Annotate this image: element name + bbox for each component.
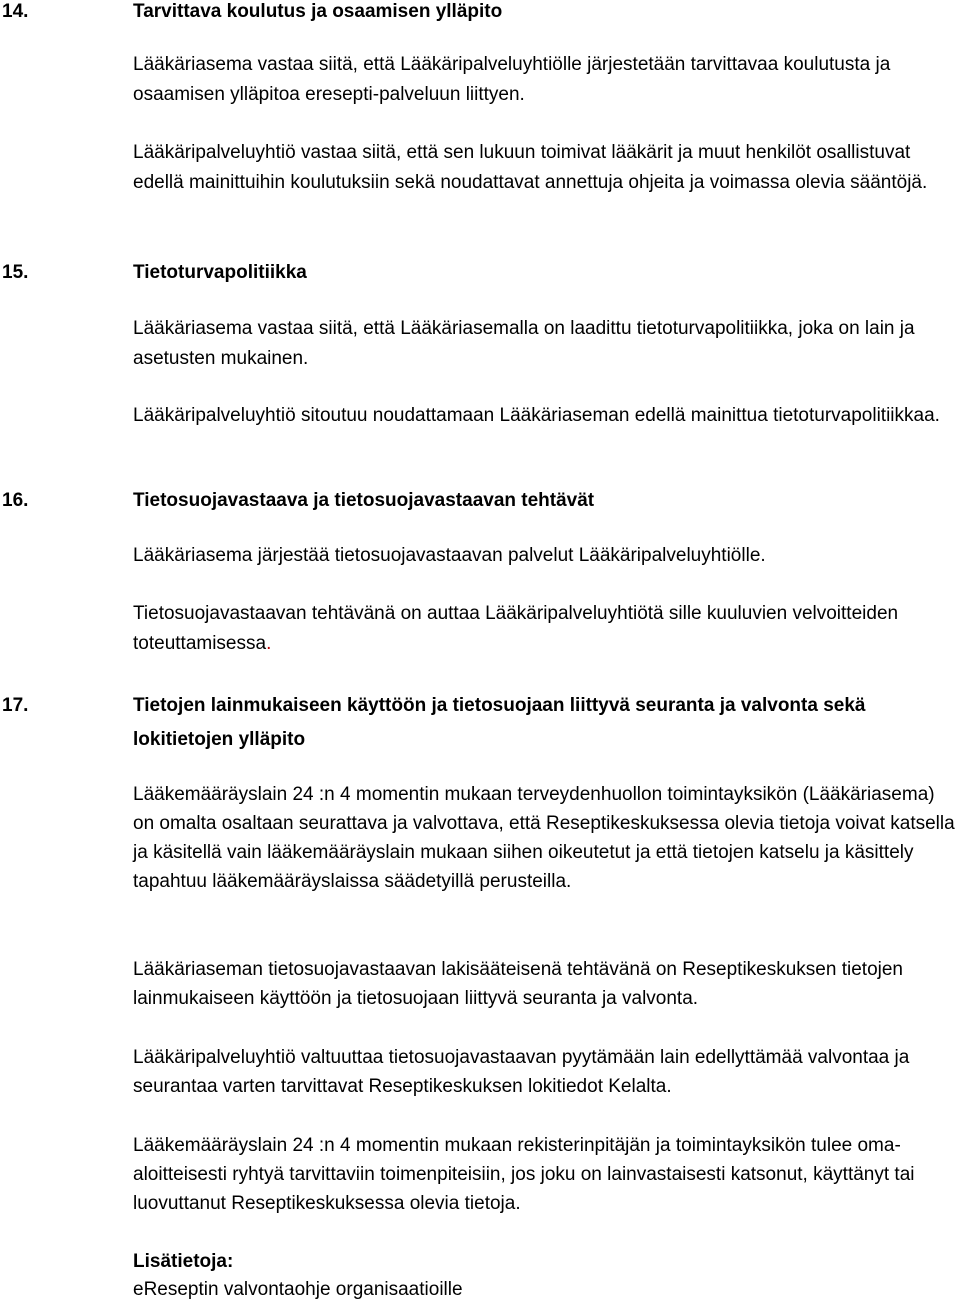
section-14-heading: Tarvittava koulutus ja osaamisen ylläpito xyxy=(133,1,503,22)
section-17-paragraph-4: Lääkemääräyslain 24 :n 4 momentin mukaan rekisterinpitäjän ja toimintayksikön tulee oma-aloitteisesti ryhtyä tarvittaviin toimenpiteisiin, jos joku on lainvastaisesti katsonut, käyttänyt tai luovuttanut Reseptikeskuksessa olevia tietoja. xyxy=(133,1135,915,1214)
section-14-number: 14. xyxy=(2,1,29,22)
section-15-paragraph-1: Lääkäriasema vastaa siitä, että Lääkäriasemalla on laadittu tietoturvapolitiikka, joka on lain ja asetusten mukainen. xyxy=(133,318,915,369)
section-14-paragraph-2: Lääkäripalveluyhtiö vastaa siitä, että sen lukuun toimivat lääkärit ja muut henkilöt osallistuvat edellä mainittuihin koulutuksiin sekä noudattavat annettuja ohjeita ja voimassa olevia sääntöjä. xyxy=(133,142,928,193)
section-17-paragraph-2: Lääkäriaseman tietosuojavastaavan lakisääteisenä tehtävänä on Reseptikeskuksen tietojen lainmukaiseen käyttöön ja tietosuojaan liittyvä seuranta ja valvonta. xyxy=(133,959,903,1009)
section-17-heading: Tietojen lainmukaiseen käyttöön ja tietosuojaan liittyvä seuranta ja valvonta sekä lokitietojen ylläpito xyxy=(133,695,866,750)
more-info-label: Lisätietoja: xyxy=(133,1251,234,1272)
section-17-number: 17. xyxy=(2,695,29,716)
section-17-paragraph-1: Lääkemääräyslain 24 :n 4 momentin mukaan terveydenhuollon toimintayksikön (Lääkäriasema) on omalta osaltaan seurattava ja valvottava, että Reseptikeskuksessa olevia tietoja voivat katsella ja käsitellä vain lääkemääräyslain mukaan siihen oikeutetut ja että tietojen katselu ja käsittely tapahtuu lääkemääräyslaissa säädetyillä perusteilla. xyxy=(133,784,955,892)
section-16-heading: Tietosuojavastaava ja tietosuojavastaavan tehtävät xyxy=(133,490,595,511)
section-14-paragraph-1: Lääkäriasema vastaa siitä, että Lääkäripalveluyhtiölle järjestetään tarvittavaa koulutusta ja osaamisen ylläpitoa eresepti-palveluun liittyen. xyxy=(133,54,891,105)
section-15-paragraph-2: Lääkäripalveluyhtiö sitoutuu noudattamaan Lääkäriaseman edellä mainittua tietoturvapolitiikkaa. xyxy=(133,405,940,426)
section-15-heading: Tietoturvapolitiikka xyxy=(133,262,307,283)
section-15-number: 15. xyxy=(2,262,29,283)
section-16-paragraph-2-text: Tietosuojavastaavan tehtävänä on auttaa Lääkäripalveluyhtiötä sille kuuluvien velvoitteiden toteuttamisessa xyxy=(133,603,899,654)
section-17-paragraph-3: Lääkäripalveluyhtiö valtuuttaa tietosuojavastaavan pyytämään lain edellyttämää valvontaa ja seurantaa varten tarvittavat Reseptikeskuksen lokitiedot Kelalta. xyxy=(133,1047,910,1097)
section-16-red-period: . xyxy=(266,632,272,654)
section-16-paragraph-1: Lääkäriasema järjestää tietosuojavastaavan palvelut Lääkäripalveluyhtiölle. xyxy=(133,545,766,566)
more-info-link[interactable]: eReseptin valvontaohje organisaatioille xyxy=(133,1279,463,1300)
section-16-paragraph-2 xyxy=(133,599,959,658)
section-16-number: 16. xyxy=(2,490,29,511)
